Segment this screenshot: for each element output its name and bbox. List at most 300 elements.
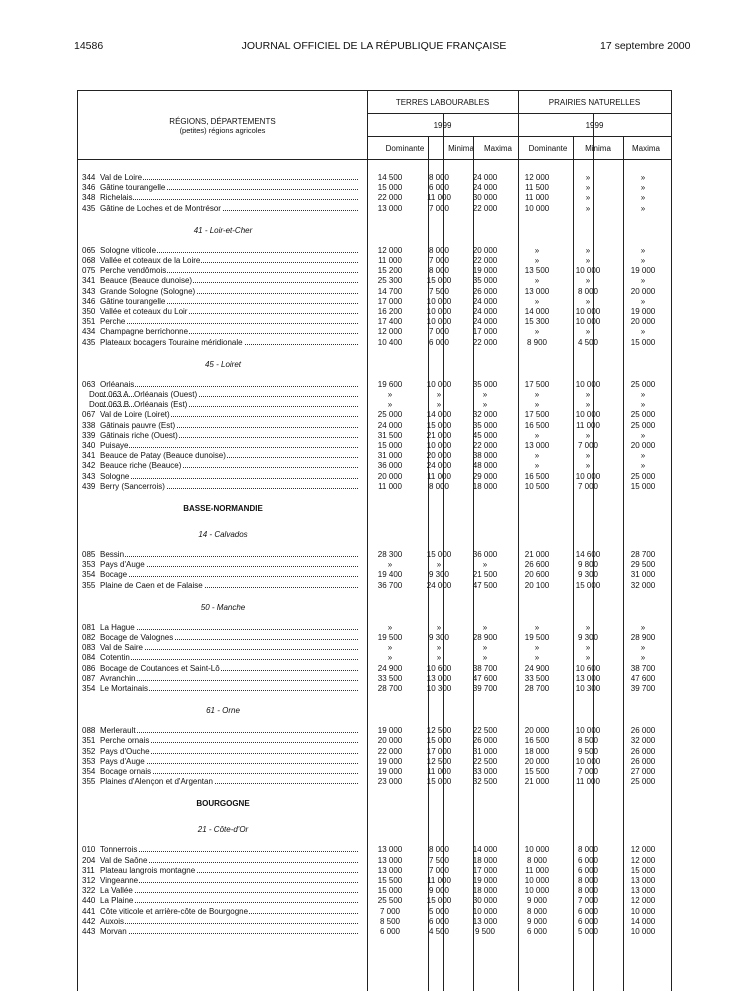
value-cell: 31 500 <box>377 430 403 440</box>
value-cell: 28 700 <box>377 684 403 693</box>
value-cell: 7 000 <box>428 203 450 213</box>
value-cell: 10 000 <box>630 906 656 916</box>
region-name: Beauce (Beauce dunoise) <box>100 276 193 286</box>
value-cell: 4 500 <box>428 927 450 936</box>
region-name: Gâtinais pauvre (Est) <box>100 420 176 430</box>
region-name: Val de Loire (Loiret) <box>100 410 170 420</box>
value-cell: 30 000 <box>472 896 498 906</box>
region-code: 340 <box>82 441 96 450</box>
region-name: Côte viticole et arrière-côte de Bourgogne <box>100 906 249 916</box>
value-cell: 10 600 <box>426 663 452 673</box>
region-name: Le Mortainais <box>100 684 149 693</box>
region-name: La Plaine <box>100 896 134 906</box>
value-cell: 13 000 <box>377 203 403 213</box>
value-cell: 25 300 <box>377 276 403 286</box>
page-number: 14586 <box>74 40 104 52</box>
region-code: 083 <box>82 643 96 653</box>
leader-dots <box>100 653 358 663</box>
region-name: Val de Saire <box>100 643 143 653</box>
value-cell: 14 500 <box>377 173 403 182</box>
value-cell: 28 700 <box>630 550 656 559</box>
value-cell: » <box>585 276 591 286</box>
value-cell: » <box>585 622 591 632</box>
leader-dots <box>100 917 358 924</box>
region-code: 434 <box>82 327 96 337</box>
value-cell: 29 000 <box>472 471 498 481</box>
value-cell: » <box>482 622 488 632</box>
region-name: Vallée et coteaux du Loir <box>100 307 188 316</box>
region-code: 082 <box>82 633 96 642</box>
value-cell: 26 000 <box>630 726 656 736</box>
value-cell: 20 000 <box>377 736 403 746</box>
value-cell: 16 500 <box>524 420 550 430</box>
region-name: Gâtine tourangelle <box>100 296 166 306</box>
value-cell: 19 000 <box>377 767 403 776</box>
value-cell: » <box>534 245 540 255</box>
region-heading: BOURGOGNE <box>196 799 250 809</box>
value-cell: » <box>534 622 540 632</box>
value-cell: 22 500 <box>472 756 498 766</box>
value-cell: 10 000 <box>575 266 601 276</box>
value-cell: » <box>387 643 393 653</box>
value-cell: 6 000 <box>428 183 450 193</box>
region-name: Auxois <box>100 916 125 926</box>
value-cell: 22 000 <box>377 193 403 203</box>
region-code: 354 <box>82 684 96 693</box>
value-cell: 10 000 <box>575 317 601 327</box>
value-cell: 36 700 <box>377 580 403 590</box>
leader-dots <box>100 472 358 479</box>
value-cell: » <box>585 643 591 653</box>
value-cell: 20 100 <box>524 580 550 590</box>
value-cell: » <box>640 643 646 653</box>
value-cell: 22 000 <box>472 256 498 265</box>
value-cell: 27 000 <box>630 767 656 776</box>
value-cell: » <box>585 400 591 410</box>
value-cell: 16 200 <box>377 307 403 316</box>
region-name: Gâtinais riche (Ouest) <box>100 430 178 440</box>
value-cell: 11 000 <box>427 876 451 885</box>
region-code: 344 <box>82 173 96 182</box>
region-code: 081 <box>82 622 96 632</box>
value-cell: » <box>585 245 591 255</box>
value-cell: 5 000 <box>428 906 450 916</box>
value-cell: » <box>585 203 591 213</box>
value-cell: 19 000 <box>472 266 498 276</box>
region-name: Plateau langrois montagne <box>100 865 196 875</box>
value-cell: 33 500 <box>524 673 550 683</box>
value-cell: 7 000 <box>577 767 599 776</box>
region-name: La Hague <box>100 622 135 632</box>
region-code: 351 <box>82 736 96 746</box>
value-cell: 10 000 <box>524 886 550 896</box>
region-code: Dont 063 A <box>89 390 129 399</box>
region-name: Puisaye <box>100 441 129 450</box>
leader-dots <box>100 726 358 736</box>
value-cell: 10 000 <box>426 379 452 389</box>
value-cell: 25 000 <box>630 420 656 430</box>
value-cell: » <box>640 400 646 410</box>
value-cell: » <box>585 193 591 203</box>
value-cell: 23 000 <box>377 777 403 787</box>
value-cell: 10 000 <box>524 203 550 213</box>
value-cell: 8 000 <box>428 245 450 255</box>
value-cell: 10 000 <box>426 296 452 306</box>
value-cell: 17 500 <box>524 379 550 389</box>
leader-dots <box>100 380 358 387</box>
leader-dots <box>100 927 358 934</box>
region-code: 440 <box>82 896 96 906</box>
value-cell: 16 500 <box>524 471 550 481</box>
value-cell: 21 000 <box>524 550 550 559</box>
value-cell: » <box>534 653 540 663</box>
value-cell: » <box>640 430 646 440</box>
value-cell: » <box>585 183 591 193</box>
value-cell: 12 000 <box>377 327 403 337</box>
value-cell: 15 000 <box>426 736 452 746</box>
region-code: 067 <box>82 410 96 420</box>
row-header-subtitle: (petites) régions agricoles <box>179 126 266 135</box>
value-cell: 8 900 <box>526 337 548 347</box>
value-cell: 19 000 <box>377 726 403 736</box>
value-cell: 19 500 <box>524 633 550 642</box>
department-heading: 50 - Manche <box>200 602 246 612</box>
value-cell: » <box>585 173 591 182</box>
region-name: Grande Sologne (Sologne) <box>100 286 196 296</box>
value-cell: 18 000 <box>472 855 498 865</box>
value-cell: 31 000 <box>377 451 403 461</box>
region-name: La Vallée <box>100 886 133 896</box>
value-cell: » <box>640 256 646 265</box>
value-cell: 6 000 <box>379 927 401 936</box>
value-cell: 24 000 <box>472 296 498 306</box>
value-cell: 32 500 <box>472 777 498 787</box>
value-cell: 12 000 <box>630 855 656 865</box>
value-cell: 9 500 <box>474 927 496 936</box>
region-code: 346 <box>82 296 96 306</box>
region-name: Vallée et coteaux de la Loire <box>100 256 201 265</box>
value-cell: » <box>534 296 540 306</box>
value-cell: » <box>640 327 646 337</box>
region-name: Orléanais (Ouest) <box>134 390 198 399</box>
value-cell: 9 300 <box>428 633 450 642</box>
region-code: 342 <box>82 461 96 471</box>
region-code: 435 <box>82 337 96 347</box>
value-cell: » <box>585 653 591 663</box>
value-cell: 6 000 <box>577 865 599 875</box>
region-code: 338 <box>82 420 96 430</box>
region-code: 087 <box>82 673 96 683</box>
department-heading: 61 - Orne <box>206 706 240 716</box>
region-code: 068 <box>82 256 96 265</box>
value-cell: 47 600 <box>630 673 656 683</box>
value-cell: » <box>482 653 488 663</box>
value-cell: 10 000 <box>426 317 452 327</box>
value-cell: 12 000 <box>377 245 403 255</box>
value-cell: 8 000 <box>428 845 450 855</box>
value-cell: » <box>534 400 540 410</box>
value-cell: 7 500 <box>428 286 450 296</box>
value-cell: » <box>436 400 442 410</box>
value-cell: 10 300 <box>426 684 452 693</box>
value-cell: » <box>387 400 393 410</box>
region-code: 442 <box>82 916 96 926</box>
value-cell: 13 000 <box>426 673 452 683</box>
region-name: Plaines d'Alençon et d'Argentan <box>100 777 213 787</box>
value-cell: 10 000 <box>575 726 601 736</box>
value-cell: 10 000 <box>426 307 452 316</box>
value-cell: 10 600 <box>575 663 601 673</box>
value-cell: 24 000 <box>377 420 403 430</box>
value-cell: 11 000 <box>427 193 451 203</box>
value-cell: 19 500 <box>377 633 403 642</box>
value-cell: 10 400 <box>377 337 403 347</box>
value-cell: » <box>482 643 488 653</box>
value-cell: 7 500 <box>428 855 450 865</box>
region-code: 322 <box>82 886 96 896</box>
region-name: Pays d'Auge <box>100 756 145 766</box>
value-cell: 14 000 <box>472 845 498 855</box>
value-cell: 9 800 <box>577 560 599 570</box>
value-cell: 7 000 <box>379 906 401 916</box>
year-prairies: 1999 <box>585 121 604 130</box>
value-cell: 11 500 <box>525 183 549 193</box>
value-cell: 8 000 <box>577 845 599 855</box>
value-cell: » <box>640 173 646 182</box>
value-cell: 10 000 <box>575 379 601 389</box>
value-cell: 6 000 <box>428 337 450 347</box>
region-name: Orléanais <box>100 379 135 389</box>
value-cell: » <box>640 183 646 193</box>
leader-dots <box>100 674 358 681</box>
value-cell: 7 000 <box>428 327 450 337</box>
department-heading: 41 - Loir-et-Cher <box>193 225 253 235</box>
value-cell: 35 000 <box>472 420 498 430</box>
col-dominante-1: Dominante <box>385 144 425 153</box>
value-cell: 9 300 <box>577 633 599 642</box>
col-minima-2: Minima <box>585 144 611 153</box>
value-cell: » <box>534 256 540 265</box>
value-cell: 26 000 <box>472 286 498 296</box>
value-cell: 17 400 <box>377 317 403 327</box>
region-code: 443 <box>82 927 96 936</box>
value-cell: 19 000 <box>630 307 656 316</box>
region-name: Pays d'Auge <box>100 560 145 570</box>
value-cell: 19 400 <box>377 570 403 580</box>
value-cell: 10 000 <box>575 471 601 481</box>
value-cell: 25 000 <box>630 777 656 787</box>
region-name: Bocage ornais <box>100 767 152 776</box>
value-cell: 11 000 <box>576 420 600 430</box>
region-code: 341 <box>82 451 96 461</box>
value-cell: 7 000 <box>577 441 599 450</box>
region-code: 435 <box>82 203 96 213</box>
region-name: Val de Loire <box>100 173 143 182</box>
value-cell: 13 000 <box>575 673 601 683</box>
value-cell: 14 000 <box>524 307 550 316</box>
value-cell: » <box>585 256 591 265</box>
region-code: 346 <box>82 183 96 193</box>
value-cell: 13 000 <box>524 286 550 296</box>
value-cell: 12 000 <box>524 173 550 182</box>
value-cell: 8 000 <box>526 906 548 916</box>
region-name: Beauce de Patay (Beauce dunoise) <box>100 451 226 461</box>
region-code: 343 <box>82 286 96 296</box>
value-cell: 9 300 <box>428 570 450 580</box>
col-maxima-1: Maxima <box>483 144 512 153</box>
region-heading: BASSE-NORMANDIE <box>183 504 263 513</box>
value-cell: 20 600 <box>524 570 550 580</box>
value-cell: 32 000 <box>630 736 656 746</box>
region-name: Bessin <box>100 550 125 559</box>
region-code: Dont 063 B <box>89 400 130 410</box>
value-cell: 10 000 <box>524 876 550 885</box>
value-cell: 16 500 <box>524 736 550 746</box>
value-cell: 6 000 <box>577 855 599 865</box>
value-cell: » <box>436 560 442 570</box>
region-name: Perche <box>100 317 126 327</box>
value-cell: 10 000 <box>575 410 601 420</box>
value-cell: 22 000 <box>472 203 498 213</box>
region-code: 075 <box>82 266 96 276</box>
region-code: 350 <box>82 307 96 316</box>
value-cell: 35 000 <box>472 276 498 286</box>
col-dominante-2: Dominante <box>528 144 568 153</box>
value-cell: 26 000 <box>630 746 656 756</box>
value-cell: 12 000 <box>630 845 656 855</box>
value-cell: » <box>640 276 646 286</box>
value-cell: » <box>436 643 442 653</box>
value-cell: 15 000 <box>426 550 452 559</box>
value-cell: 29 500 <box>630 560 656 570</box>
value-cell: 15 000 <box>630 337 656 347</box>
region-name: Beauce riche (Beauce) <box>100 461 182 471</box>
region-name: Berry (Sancerrois) <box>100 481 165 491</box>
value-cell: 15 300 <box>524 317 550 327</box>
region-code: 441 <box>82 906 96 916</box>
value-cell: 10 300 <box>575 684 601 693</box>
value-cell: 12 500 <box>426 726 452 736</box>
value-cell: 8 500 <box>379 916 401 926</box>
region-name: Avranchin <box>100 673 136 683</box>
value-cell: 19 000 <box>377 756 403 766</box>
value-cell: 18 000 <box>524 746 550 756</box>
region-code: 204 <box>82 855 96 865</box>
value-cell: 10 000 <box>472 906 498 916</box>
value-cell: 11 000 <box>378 256 402 265</box>
issue-date: 17 septembre 2000 <box>600 40 691 52</box>
region-code: 348 <box>82 193 96 203</box>
value-cell: 45 000 <box>472 430 498 440</box>
value-cell: » <box>534 451 540 461</box>
value-cell: » <box>387 390 393 399</box>
value-cell: 33 000 <box>472 767 498 776</box>
value-cell: » <box>482 390 488 399</box>
value-cell: 18 000 <box>472 886 498 896</box>
region-name: Pays d'Ouche <box>100 746 150 756</box>
region-code: 312 <box>82 876 96 885</box>
region-name: Bocage de Coutances et Saint-Lô <box>100 663 220 673</box>
value-cell: 7 000 <box>577 481 599 491</box>
value-cell: 32 000 <box>472 410 498 420</box>
value-cell: 8 000 <box>577 286 599 296</box>
value-cell: 15 500 <box>377 876 403 885</box>
value-cell: 20 000 <box>630 286 656 296</box>
value-cell: 15 000 <box>377 183 403 193</box>
value-cell: 36 000 <box>472 550 498 559</box>
region-code: 339 <box>82 430 96 440</box>
data-table <box>77 90 672 991</box>
value-cell: 8 000 <box>526 855 548 865</box>
value-cell: 13 000 <box>472 916 498 926</box>
region-name: Champagne berrichonne <box>100 327 189 337</box>
value-cell: » <box>585 461 591 471</box>
value-cell: 36 000 <box>377 461 403 471</box>
value-cell: » <box>640 296 646 306</box>
value-cell: 15 000 <box>630 865 656 875</box>
value-cell: » <box>387 560 393 570</box>
region-code: 341 <box>82 276 96 286</box>
value-cell: 12 500 <box>426 756 452 766</box>
region-code: 065 <box>82 245 96 255</box>
group-prairies-naturelles: PRAIRIES NATURELLES <box>548 98 641 107</box>
value-cell: 6 000 <box>526 927 548 936</box>
value-cell: 4 500 <box>577 337 599 347</box>
region-name: Perche ornais <box>100 736 150 746</box>
value-cell: » <box>640 193 646 203</box>
value-cell: 25 500 <box>377 896 403 906</box>
value-cell: 22 000 <box>472 441 498 450</box>
value-cell: 8 000 <box>428 173 450 182</box>
value-cell: 17 500 <box>524 410 550 420</box>
value-cell: 11 000 <box>525 193 549 203</box>
value-cell: 15 000 <box>426 896 452 906</box>
value-cell: 38 700 <box>472 663 498 673</box>
value-cell: 13 000 <box>377 845 403 855</box>
value-cell: 10 000 <box>575 307 601 316</box>
value-cell: 24 000 <box>472 173 498 182</box>
value-cell: 13 000 <box>630 876 656 885</box>
value-cell: 24 000 <box>472 317 498 327</box>
value-cell: » <box>436 653 442 663</box>
value-cell: 15 000 <box>630 481 656 491</box>
value-cell: 21 000 <box>426 430 452 440</box>
value-cell: 8 000 <box>428 266 450 276</box>
value-cell: 28 900 <box>630 633 656 642</box>
value-cell: » <box>482 400 488 410</box>
value-cell: 28 900 <box>472 633 498 642</box>
value-cell: 25 000 <box>630 471 656 481</box>
region-code: 088 <box>82 726 96 736</box>
region-name: Plateaux bocagers Touraine méridionale <box>100 337 243 347</box>
value-cell: 24 000 <box>472 307 498 316</box>
value-cell: » <box>640 451 646 461</box>
value-cell: 10 500 <box>524 481 550 491</box>
value-cell: 32 000 <box>630 580 656 590</box>
value-cell: 21 500 <box>472 570 498 580</box>
region-name: Val de Saône <box>100 855 148 865</box>
region-name: Gâtine tourangelle <box>100 183 166 193</box>
leader-dots <box>100 845 358 855</box>
value-cell: » <box>640 203 646 213</box>
value-cell: 20 000 <box>630 317 656 327</box>
value-cell: » <box>387 622 393 632</box>
col-minima-1: Minima <box>448 144 474 153</box>
value-cell: 9 000 <box>526 896 548 906</box>
value-cell: » <box>534 390 540 399</box>
region-code: 086 <box>82 663 96 673</box>
col-maxima-2: Maxima <box>631 144 660 153</box>
